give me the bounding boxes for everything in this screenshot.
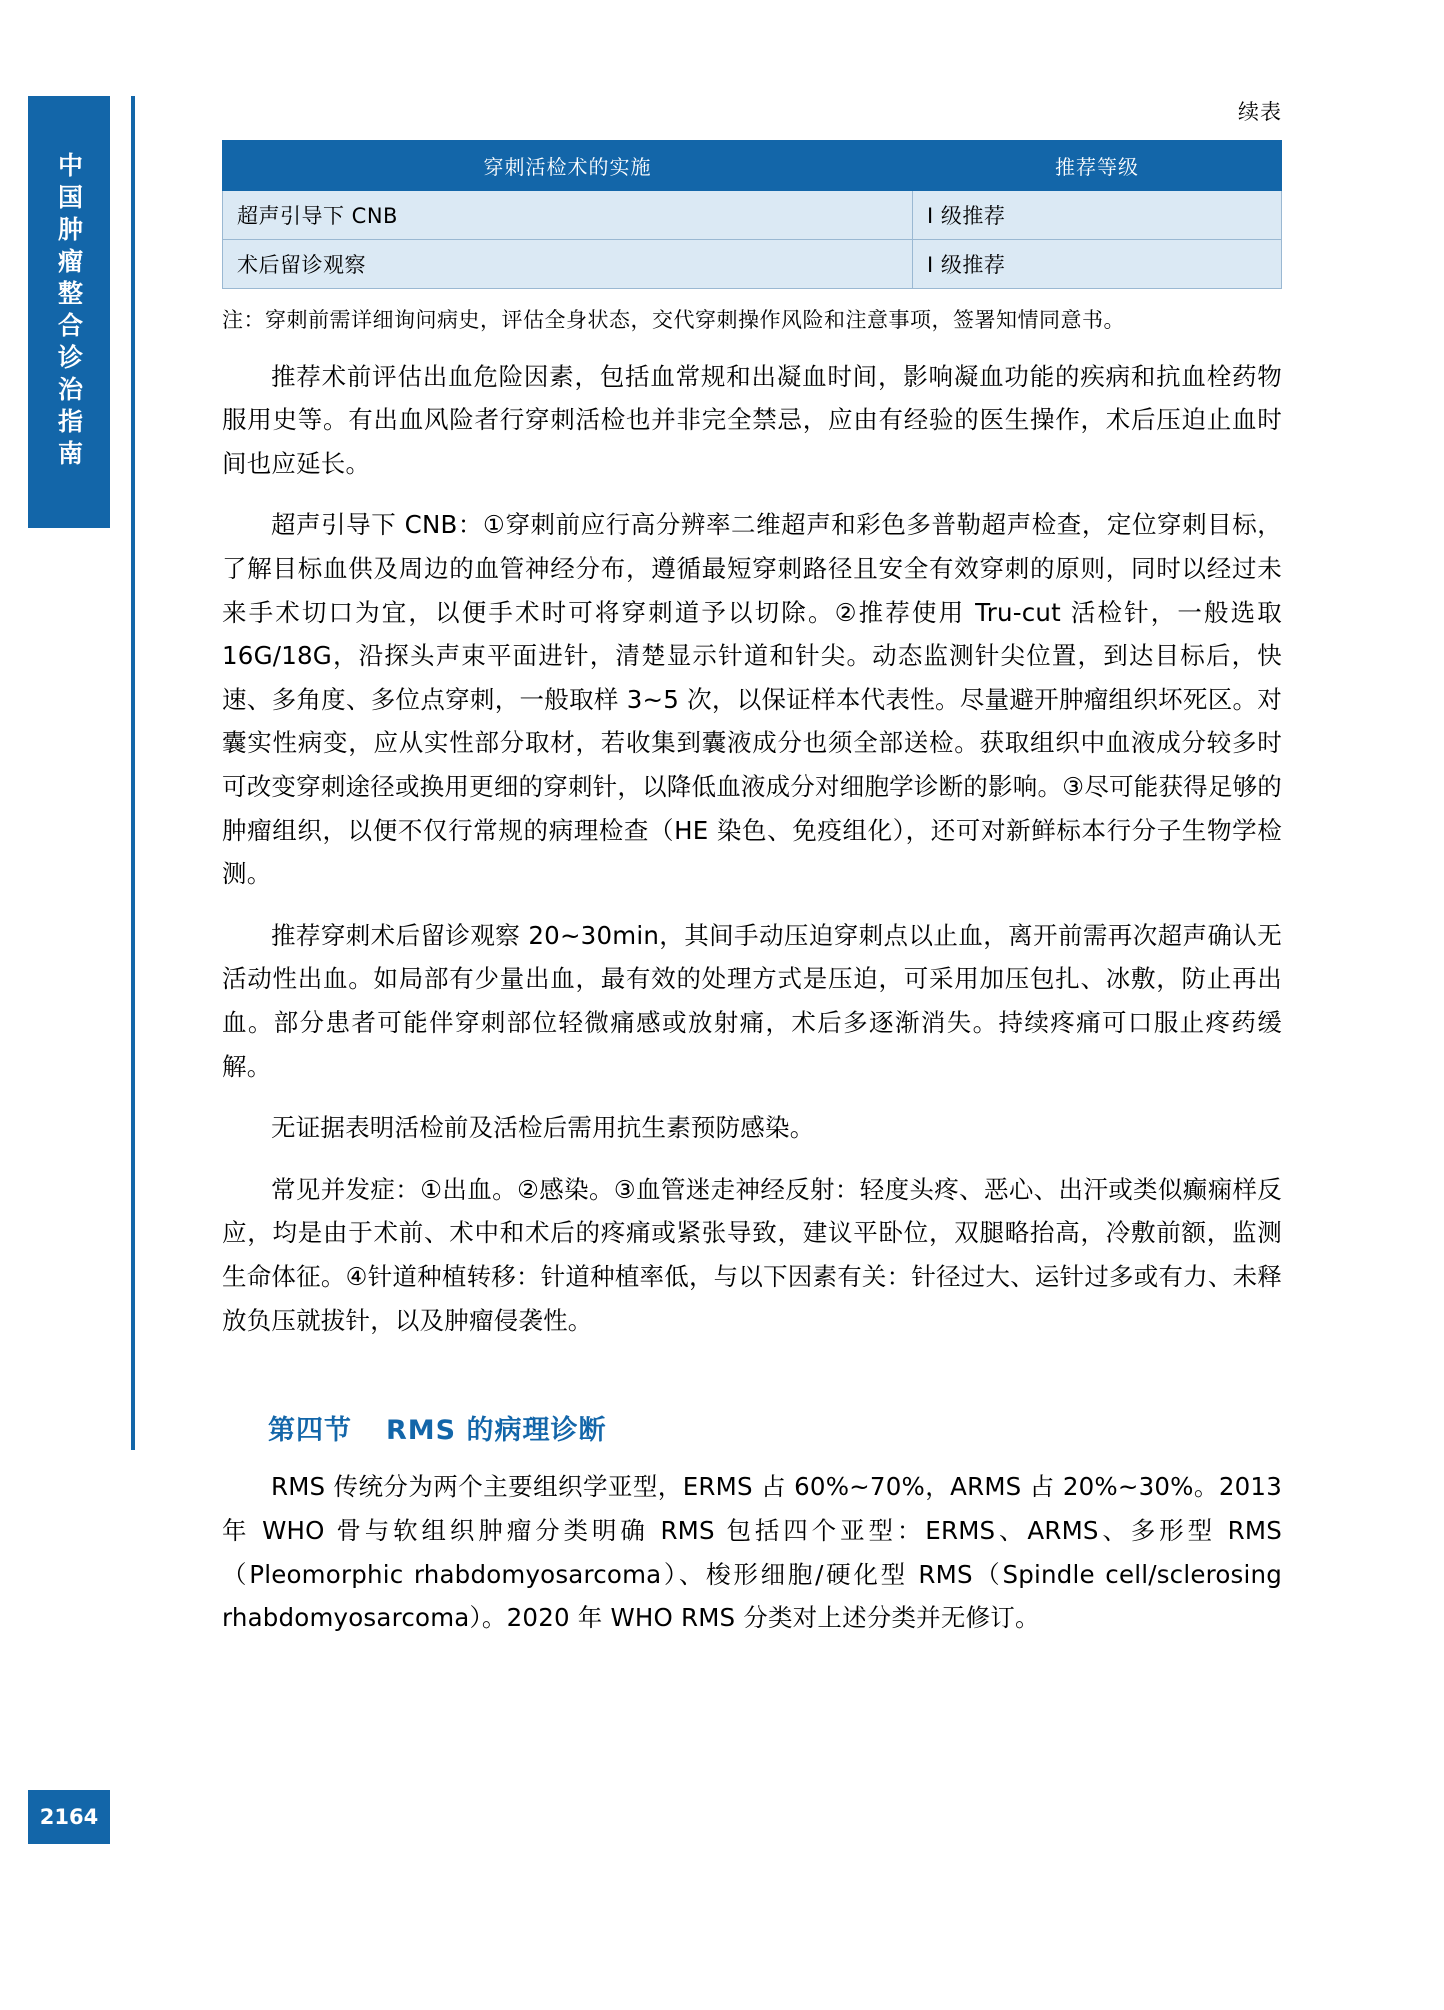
page-content [222,96,1282,1640]
section-paragraph: RMS 传统分为两个主要组织学亚型，ERMS 占 60%~70%，ARMS 占 20%~30%。2013 年 WHO 骨与软组织肿瘤分类明确 RMS 包括四个亚型：ERMS、ARMS、多形型 RMS（Pleomorphic rhabdomyosarcoma）、梭形细胞/硬化型 RMS（Spindle cell/sclerosing rhabdomyosarcoma）。2020 年 WHO RMS 分类对上述分类并无修订。 [222,1472,1282,1633]
sidebar-vertical-rule [131,96,135,1450]
table-header-row [223,141,1282,191]
recommendation-table [222,140,1282,289]
table-cell-grade: Ⅰ 级推荐 [913,191,1282,240]
table-cell-grade: Ⅰ 级推荐 [913,240,1282,289]
table-cell-procedure: 术后留诊观察 [223,240,913,289]
section-heading [222,1408,1282,1447]
table-col-procedure: 穿刺活检术的实施 [223,141,913,191]
table-row [223,191,1282,240]
body-paragraph: 超声引导下 CNB：①穿刺前应行高分辨率二维超声和彩色多普勒超声检查，定位穿刺目标，了解目标血供及周边的血管神经分布，遵循最短穿刺路径且安全有效穿刺的原则，同时以经过未来手术切口为宜，以便手术时可将穿刺道予以切除。②推荐使用 Tru-cut 活检针，一般选取 16G/18G，沿探头声束平面进针，清楚显示针道和针尖。动态监测针尖位置，到达目标后，快速、多角度、多位点穿刺，一般取样 3~5 次，以保证样本代表性。尽量避开肿瘤组织坏死区。对囊实性病变，应从实性部分取材，若收集到囊液成分也须全部送检。获取组织中血液成分较多时可改变穿刺途径或换用更细的穿刺针，以降低血液成分对细胞学诊断的影响。③尽可能获得足够的肿瘤组织，以便不仅行常规的病理检查（HE 染色、免疫组化），还可对新鲜标本行分子生物学检测。 [222,510,1282,889]
page-number-badge [28,1790,110,1844]
body-paragraph: 推荐穿刺术后留诊观察 20~30min，其间手动压迫穿刺点以止血，离开前需再次超声确认无活动性出血。如局部有少量出血，最有效的处理方式是压迫，可采用加压包扎、冰敷，防止再出血。部分患者可能伴穿刺部位轻微痛感或放射痛，术后多逐渐消失。持续疼痛可口服止疼药缓解。 [222,920,1282,1081]
continued-table-label: 续表 [1238,100,1282,124]
body-paragraph: 推荐术前评估出血危险因素，包括血常规和出凝血时间，影响凝血功能的疾病和抗血栓药物服用史等。有出血风险者行穿刺活检也并非完全禁忌，应由有经验的医生操作，术后压迫止血时间也应延长。 [222,361,1282,478]
table-row [223,240,1282,289]
table-col-grade: 推荐等级 [913,141,1282,191]
section-number: 第四节 [268,1415,352,1447]
sidebar-title-text: 中国肿瘤整合诊治指南 [54,152,84,472]
body-paragraph: 常见并发症：①出血。②感染。③血管迷走神经反射：轻度头疼、恶心、出汗或类似癫痫样反应，均是由于术前、术中和术后的疼痛或紧张导致，建议平卧位，双腿略抬高，冷敷前额，监测生命体征。④针道种植转移：针道种植率低，与以下因素有关：针径过大、运针过多或有力、未释放负压就拔针，以及肿瘤侵袭性。 [222,1174,1282,1335]
body-paragraph: 无证据表明活检前及活检后需用抗生素预防感染。 [271,1113,815,1143]
table-cell-procedure: 超声引导下 CNB [223,191,913,240]
sidebar-title-tab [28,96,110,528]
table-note: 注：穿刺前需详细询问病史，评估全身状态，交代穿刺操作风险和注意事项，签署知情同意书。 [222,308,1125,332]
page-number-text: 2164 [39,1805,99,1829]
section-title: RMS 的病理诊断 [386,1415,607,1447]
